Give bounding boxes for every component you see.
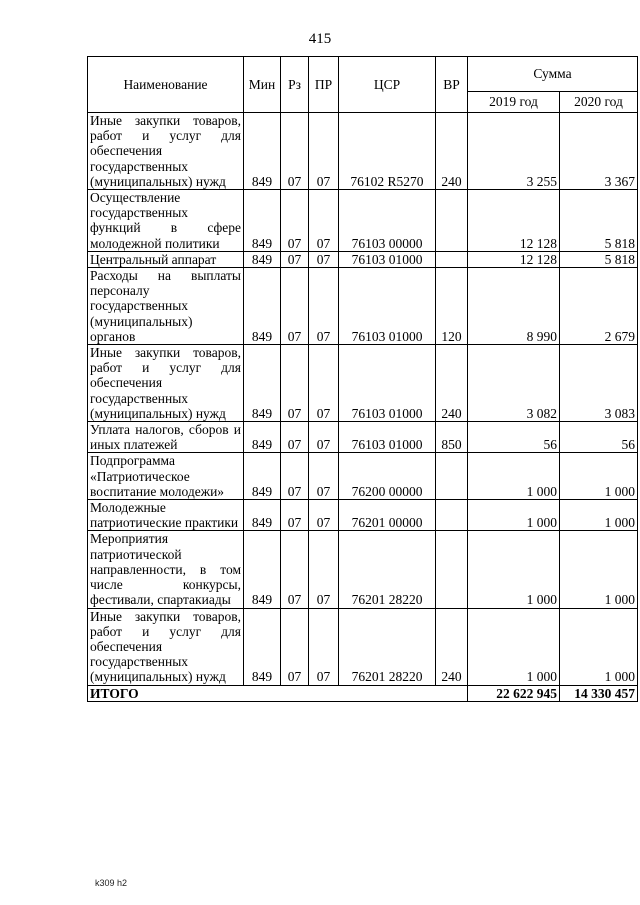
cell-min: 849 [244, 608, 281, 685]
cell-csr: 76102 R5270 [339, 113, 436, 190]
cell-name: Центральный аппарат [88, 251, 244, 267]
table-row [88, 608, 638, 685]
cell-2019: 1 000 [468, 531, 560, 608]
cell-csr: 76103 01000 [339, 422, 436, 453]
cell-csr: 76201 00000 [339, 500, 436, 531]
cell-min: 849 [244, 500, 281, 531]
cell-rz: 07 [281, 345, 309, 422]
cell-pr: 07 [309, 345, 339, 422]
cell-rz: 07 [281, 268, 309, 345]
cell-name: Расходы на выплаты персоналу государственных (муниципальных) органов [88, 268, 244, 345]
cell-2019: 1 000 [468, 453, 560, 500]
cell-min: 849 [244, 345, 281, 422]
cell-vr [436, 531, 468, 608]
cell-2019: 1 000 [468, 500, 560, 531]
cell-csr: 76103 01000 [339, 268, 436, 345]
total-row [88, 685, 638, 701]
table-body [88, 113, 638, 686]
cell-min: 849 [244, 113, 281, 190]
page-number: 415 [308, 31, 332, 47]
footer-code: k309 h2 [95, 878, 128, 888]
cell-2020: 3 083 [560, 345, 638, 422]
cell-vr: 850 [436, 422, 468, 453]
cell-vr: 120 [436, 268, 468, 345]
header-name: Наименование [88, 57, 244, 113]
cell-pr: 07 [309, 500, 339, 531]
cell-rz: 07 [281, 113, 309, 190]
total-2020: 14 330 457 [560, 685, 638, 701]
cell-pr: 07 [309, 268, 339, 345]
cell-rz: 07 [281, 190, 309, 252]
header-pr: ПР [309, 57, 339, 113]
cell-vr [436, 190, 468, 252]
cell-csr: 76201 28220 [339, 608, 436, 685]
table-row [88, 422, 638, 453]
table-row [88, 531, 638, 608]
cell-vr: 240 [436, 113, 468, 190]
header-csr: ЦСР [339, 57, 436, 113]
cell-vr: 240 [436, 345, 468, 422]
cell-pr: 07 [309, 422, 339, 453]
cell-pr: 07 [309, 453, 339, 500]
cell-2019: 12 128 [468, 190, 560, 252]
cell-2020: 1 000 [560, 453, 638, 500]
total-label: ИТОГО [88, 685, 468, 701]
table-row [88, 345, 638, 422]
table-row [88, 251, 638, 267]
cell-pr: 07 [309, 113, 339, 190]
cell-2020: 1 000 [560, 608, 638, 685]
cell-min: 849 [244, 422, 281, 453]
cell-name: Иные закупки товаров, работ и услуг для обеспечения государственных (муниципальных) нужд [88, 608, 244, 685]
cell-name: Мероприятия патриотической направленности, в том числе конкурсы, фестивали, спартакиады [88, 531, 244, 608]
cell-csr: 76201 28220 [339, 531, 436, 608]
cell-rz: 07 [281, 500, 309, 531]
cell-name: Иные закупки товаров, работ и услуг для обеспечения государственных (муниципальных) нужд [88, 113, 244, 190]
cell-2019: 56 [468, 422, 560, 453]
cell-2020: 3 367 [560, 113, 638, 190]
cell-pr: 07 [309, 251, 339, 267]
cell-2020: 5 818 [560, 190, 638, 252]
cell-vr [436, 251, 468, 267]
table-row [88, 113, 638, 190]
cell-rz: 07 [281, 251, 309, 267]
cell-min: 849 [244, 251, 281, 267]
cell-name: Иные закупки товаров, работ и услуг для обеспечения государственных (муниципальных) нужд [88, 345, 244, 422]
cell-2020: 2 679 [560, 268, 638, 345]
table-row [88, 500, 638, 531]
cell-min: 849 [244, 268, 281, 345]
table-row [88, 190, 638, 252]
cell-2020: 1 000 [560, 500, 638, 531]
header-sum: Сумма [468, 57, 638, 92]
cell-pr: 07 [309, 608, 339, 685]
header-min: Мин [244, 57, 281, 113]
cell-rz: 07 [281, 531, 309, 608]
header-vr: ВР [436, 57, 468, 113]
cell-name: Осуществление государственных функций в сфере молодежной политики [88, 190, 244, 252]
cell-vr: 240 [436, 608, 468, 685]
cell-vr [436, 453, 468, 500]
header-rz: Рз [281, 57, 309, 113]
cell-2019: 1 000 [468, 608, 560, 685]
table-row [88, 453, 638, 500]
cell-2019: 3 255 [468, 113, 560, 190]
cell-rz: 07 [281, 453, 309, 500]
cell-name: Подпрограмма «Патриотическое воспитание молодежи» [88, 453, 244, 500]
cell-csr: 76103 01000 [339, 251, 436, 267]
cell-rz: 07 [281, 608, 309, 685]
cell-2019: 8 990 [468, 268, 560, 345]
cell-pr: 07 [309, 190, 339, 252]
cell-pr: 07 [309, 531, 339, 608]
cell-name: Уплата налогов, сборов и иных платежей [88, 422, 244, 453]
cell-rz: 07 [281, 422, 309, 453]
cell-csr: 76200 00000 [339, 453, 436, 500]
cell-2020: 1 000 [560, 531, 638, 608]
cell-2020: 56 [560, 422, 638, 453]
cell-min: 849 [244, 190, 281, 252]
cell-min: 849 [244, 531, 281, 608]
cell-2019: 3 082 [468, 345, 560, 422]
cell-name: Молодежные патриотические практики [88, 500, 244, 531]
cell-2019: 12 128 [468, 251, 560, 267]
cell-vr [436, 500, 468, 531]
budget-table [87, 56, 638, 702]
total-2019: 22 622 945 [468, 685, 560, 701]
header-2019: 2019 год [468, 92, 560, 113]
cell-csr: 76103 00000 [339, 190, 436, 252]
cell-2020: 5 818 [560, 251, 638, 267]
cell-min: 849 [244, 453, 281, 500]
table-row [88, 268, 638, 345]
header-2020: 2020 год [560, 92, 638, 113]
cell-csr: 76103 01000 [339, 345, 436, 422]
